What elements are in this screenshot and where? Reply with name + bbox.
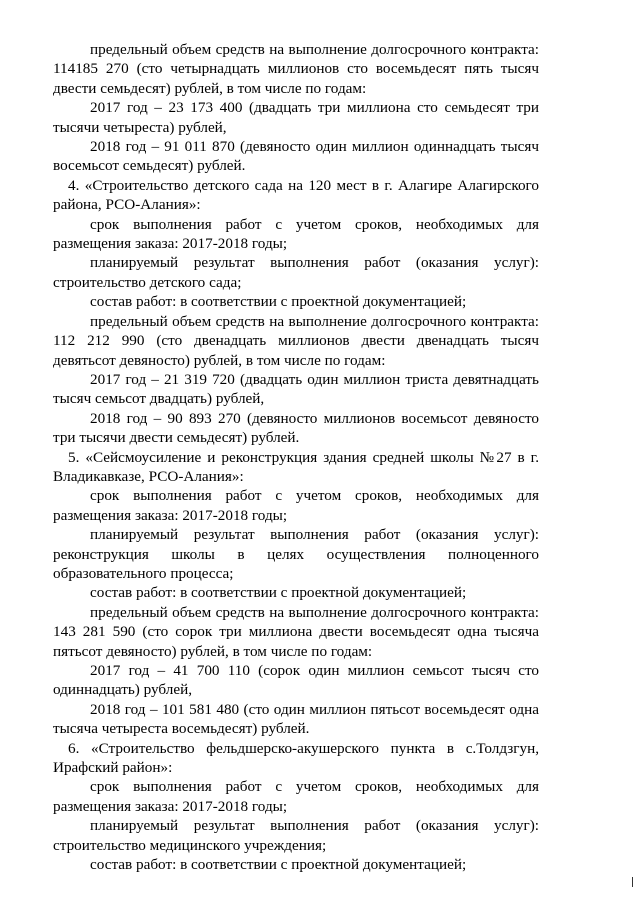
paragraph: срок выполнения работ с учетом сроков, необходимых для размещения заказа: 2017-2018 годы; [53, 487, 539, 524]
paragraph: 2017 год – 23 173 400 (двадцать три миллиона сто семьдесят три тысячи четыреста) рублей, [53, 99, 539, 136]
paragraph: состав работ: в соответствии с проектной документацией; [90, 293, 467, 311]
paragraph: планируемый результат выполнения работ (оказания услуг): строительство детского сада; [53, 254, 539, 291]
paragraph: предельный объем средств на выполнение долгосрочного контракта: 114185 270 (сто четырнадцать миллионов сто восемьдесят пять тысяч двести семьдесят) рублей, в том числе по годам: [53, 41, 539, 97]
numbered-item-heading: 4. «Строительство детского сада на 120 мест в г. Алагире Алагирского района, РСО-Алания»: [53, 176, 539, 214]
paragraph: срок выполнения работ с учетом сроков, необходимых для размещения заказа: 2017-2018 годы; [53, 778, 539, 815]
paragraph: 2018 год – 90 893 270 (девяносто миллионов восемьсот девяносто три тысячи двести семьдесят) рублей. [53, 409, 539, 447]
paragraph: планируемый результат выполнения работ (оказания услуг): строительство медицинского учреждения; [53, 817, 539, 854]
paragraph: состав работ: в соответствии с проектной документацией; [90, 856, 467, 874]
paragraph: 2018 год – 91 011 870 (девяносто один миллион одиннадцать тысяч восемьсот семьдесят) рублей. [53, 138, 539, 175]
numbered-item-heading: 6. «Строительство фельдшерско-акушерского пункта в с.Толдзгун, Ирафский район»: [53, 739, 539, 777]
paragraph: срок выполнения работ с учетом сроков, необходимых для размещения заказа: 2017-2018 годы; [53, 215, 539, 253]
document-body [53, 40, 539, 874]
paragraph: планируемый результат выполнения работ (оказания услуг): реконструкция школы в целях осуществления полноценного образовательного процесса; [53, 526, 539, 582]
scan-edge-mark [632, 877, 633, 887]
paragraph: предельный объем средств на выполнение долгосрочного контракта: 112 212 990 (сто двенадцать миллионов двести двенадцать тысяч девятьсот девяносто) рублей, в том числе по годам: [53, 312, 539, 369]
paragraph: 2017 год – 21 319 720 (двадцать один миллион триста девятнадцать тысяч семьсот двадцать) рублей, [53, 370, 539, 408]
paragraph: 2017 год – 41 700 110 (сорок один миллион семьсот тысяч сто одиннадцать) рублей, [53, 662, 539, 699]
paragraph: предельный объем средств на выполнение долгосрочного контракта: 143 281 590 (сто сорок три миллиона двести восемьдесят одна тысяча пятьсот девяносто) рублей, в том числе по годам: [53, 603, 539, 660]
paragraph: 2018 год – 101 581 480 (сто один миллион пятьсот восемьдесят одна тысяча четыреста восемьдесят) рублей. [53, 700, 539, 738]
paragraph: состав работ: в соответствии с проектной документацией; [90, 584, 467, 602]
numbered-item-heading: 5. «Сейсмоусиление и реконструкция здания средней школы №27 в г. Владикавказе, РСО-Алания»: [53, 448, 539, 485]
